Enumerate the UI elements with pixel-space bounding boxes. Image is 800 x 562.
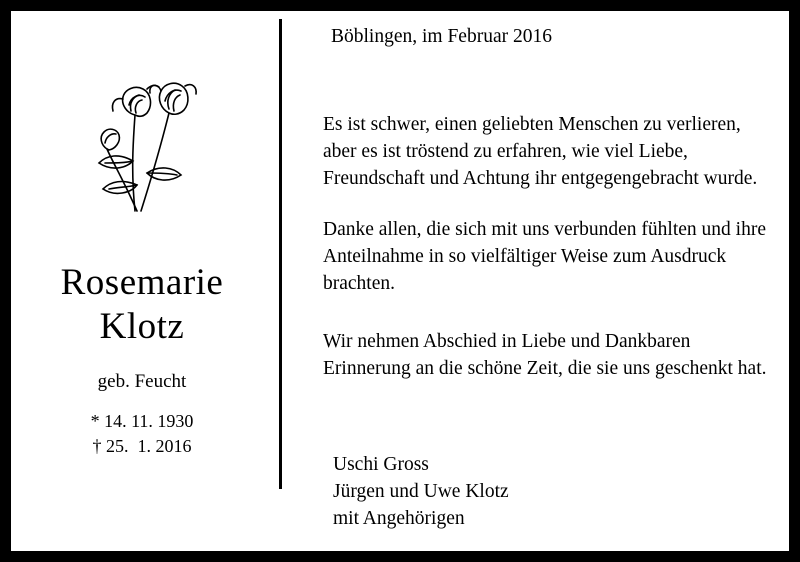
first-name: Rosemarie [60,262,224,303]
signers-block [333,451,773,532]
paragraph-1: Es ist schwer, einen geliebten Menschen zu verlieren, aber es ist tröstend zu erfahren, wie viel Liebe, Freundschaft und Achtung ihr entgegengebracht wurde. [323,114,758,189]
birth-date: * 14. 11. 1930 [90,411,194,431]
life-dates [11,409,273,459]
death-date: † 25. 1. 2016 [92,436,192,456]
right-column [301,11,771,551]
paragraph-2: Danke allen, die sich mit uns verbunden fühlten und ihre Anteilnahme in so vielfältiger Weise zum Ausdruck brachten. [323,219,766,294]
paragraph-3: Wir nehmen Abschied in Liebe und Dankbaren Erinnerung an die schöne Zeit, die sie uns geschenkt hat. [323,331,767,379]
last-name: Klotz [99,306,185,347]
place-and-date: Böblingen, im Februar 2016 [331,26,552,47]
signer-2: Jürgen und Uwe Klotz [333,481,509,502]
rose-icon [73,53,213,213]
maiden-name: geb. Feucht [97,371,187,392]
deceased-name [11,261,273,349]
left-column [11,11,279,551]
signer-3: mit Angehörigen [333,508,465,529]
notice-content [11,11,789,551]
signer-1: Uschi Gross [333,454,429,475]
vertical-divider [279,19,282,489]
